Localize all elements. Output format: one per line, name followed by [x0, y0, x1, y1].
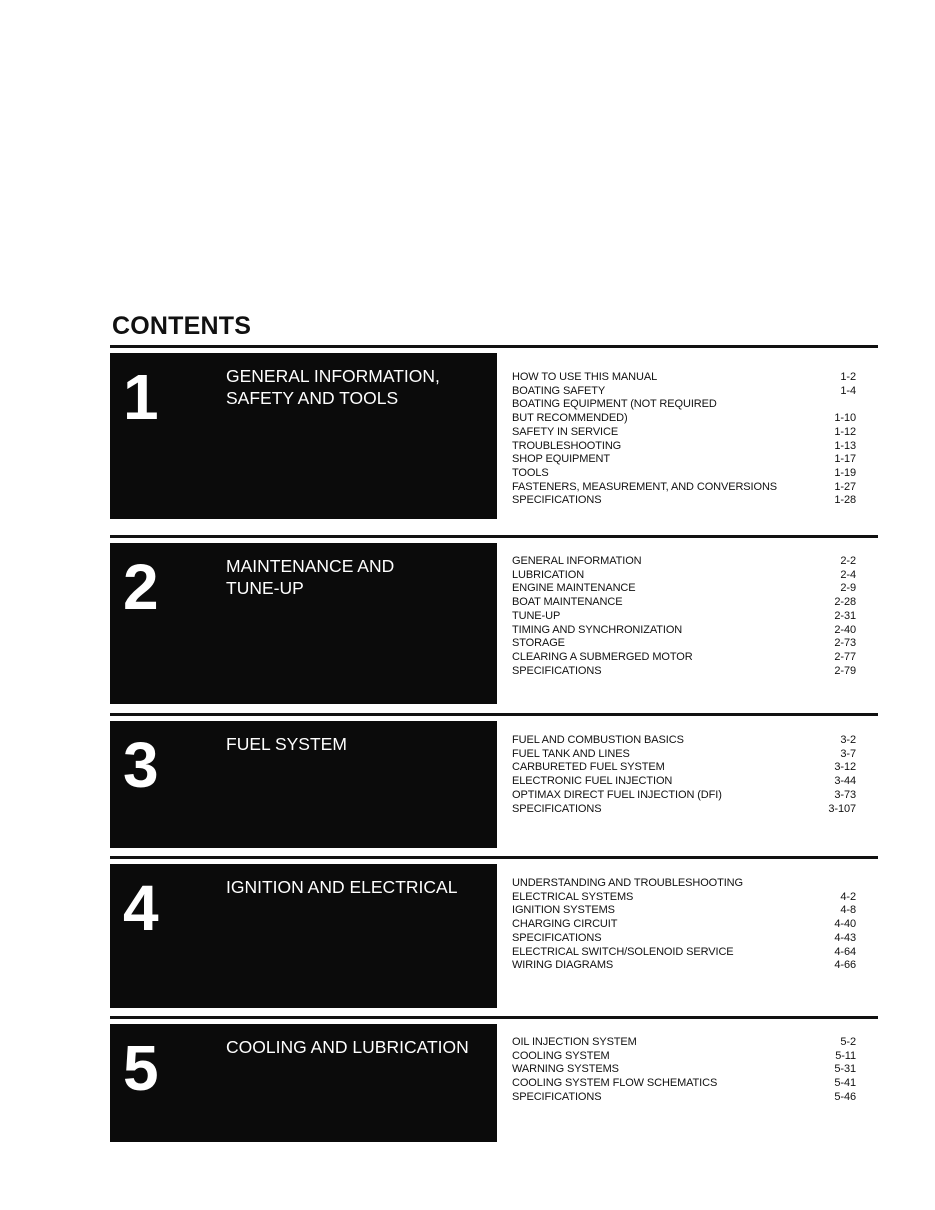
section-entry-list: [512, 371, 856, 508]
toc-entry-label: IGNITION SYSTEMS: [512, 904, 615, 917]
section-entry-list: [512, 877, 856, 973]
toc-entry[interactable]: [512, 1050, 856, 1064]
section-title-line: SAFETY AND TOOLS: [226, 388, 399, 408]
toc-entry-label: FUEL AND COMBUSTION BASICS: [512, 734, 684, 746]
toc-entry-page: 4-40: [834, 918, 856, 931]
toc-entry-label: OIL INJECTION SYSTEM: [512, 1036, 637, 1048]
section-number: 5: [123, 1032, 159, 1104]
toc-entry-page: 2-79: [834, 664, 856, 677]
toc-entry-label: OPTIMAX DIRECT FUEL INJECTION (DFI): [512, 788, 722, 801]
toc-entry-page: 1-17: [834, 453, 856, 466]
section-title-line: FUEL SYSTEM: [226, 734, 347, 754]
toc-entry-page: 1-28: [834, 494, 856, 507]
toc-entry-page: 2-40: [834, 623, 856, 636]
toc-entry[interactable]: [512, 494, 856, 508]
toc-entry-page: 2-4: [840, 568, 856, 581]
toc-entry-label: SPECIFICATIONS: [512, 931, 602, 944]
toc-entry[interactable]: [512, 761, 856, 775]
toc-entry-label: TOOLS: [512, 466, 549, 479]
toc-entry[interactable]: [512, 789, 856, 803]
toc-entry-label: SPECIFICATIONS: [512, 802, 602, 815]
toc-entry-label: CHARGING CIRCUIT: [512, 918, 618, 931]
toc-entry[interactable]: [512, 426, 856, 440]
toc-entry-page: 3-2: [840, 734, 856, 746]
toc-entry-page: 3-73: [834, 788, 856, 801]
toc-entry-page: 3-12: [834, 761, 856, 774]
toc-entry[interactable]: [512, 1063, 856, 1077]
toc-entry-page: 3-44: [834, 775, 856, 788]
section-divider: [110, 535, 878, 538]
section-block: [110, 864, 497, 1008]
toc-entry-page: 5-46: [834, 1090, 856, 1103]
toc-entry-page: 4-64: [834, 945, 856, 958]
toc-entry-label: ELECTRONIC FUEL INJECTION: [512, 775, 673, 788]
toc-entry-page: 4-2: [840, 890, 856, 903]
toc-entry-page: 5-11: [835, 1049, 856, 1062]
toc-entry-page: 4-43: [834, 931, 856, 944]
toc-entry-label: SPECIFICATIONS: [512, 664, 602, 677]
section-title: [226, 733, 491, 755]
section-entry-list: [512, 555, 856, 678]
toc-entry-label: FUEL TANK AND LINES: [512, 747, 630, 760]
toc-entry-label: COOLING SYSTEM FLOW SCHEMATICS: [512, 1077, 718, 1090]
toc-entry[interactable]: [512, 385, 856, 399]
toc-entry-page: 1-13: [834, 439, 856, 452]
toc-entry[interactable]: [512, 481, 856, 495]
toc-entry[interactable]: [512, 665, 856, 679]
section-title-line: TUNE-UP: [226, 578, 304, 598]
section-title: [226, 555, 491, 599]
toc-entry-label: WIRING DIAGRAMS: [512, 959, 614, 972]
toc-entry-label: [512, 877, 834, 904]
toc-entry-label: LUBRICATION: [512, 568, 585, 581]
toc-entry-label: TROUBLESHOOTING: [512, 439, 622, 452]
toc-entry-label: SHOP EQUIPMENT: [512, 453, 611, 466]
toc-entry-page: 1-27: [834, 480, 856, 493]
toc-entry-page: 2-9: [840, 582, 856, 595]
toc-entry-label: CLEARING A SUBMERGED MOTOR: [512, 650, 693, 663]
toc-entry-label: TUNE-UP: [512, 609, 561, 622]
toc-entry[interactable]: [512, 453, 856, 467]
toc-entry-page: 4-8: [840, 904, 856, 917]
toc-entry-label-line: BUT RECOMMENDED): [512, 412, 628, 425]
section-divider: [110, 856, 878, 859]
toc-entry[interactable]: [512, 440, 856, 454]
toc-entry-label-line: BOATING EQUIPMENT (NOT REQUIRED: [512, 398, 717, 411]
section-divider: [110, 713, 878, 716]
toc-entry[interactable]: [512, 959, 856, 973]
toc-entry-page: 2-77: [834, 650, 856, 663]
toc-entry[interactable]: [512, 467, 856, 481]
section-divider: [110, 1016, 878, 1019]
toc-entry-page: 1-2: [840, 371, 856, 383]
toc-entry[interactable]: [512, 371, 856, 385]
toc-entry[interactable]: [512, 596, 856, 610]
section-block: [110, 721, 497, 848]
section-block: [110, 353, 497, 519]
section-number: 3: [123, 729, 159, 801]
toc-entry-label: CARBURETED FUEL SYSTEM: [512, 761, 665, 774]
toc-entry[interactable]: [512, 932, 856, 946]
toc-entry[interactable]: [512, 582, 856, 596]
toc-entry[interactable]: [512, 748, 856, 762]
page-title: CONTENTS: [112, 312, 252, 340]
toc-entry-label: ELECTRICAL SWITCH/SOLENOID SERVICE: [512, 945, 734, 958]
toc-entry[interactable]: [512, 918, 856, 932]
toc-entry[interactable]: [512, 904, 856, 918]
toc-entry-label: GENERAL INFORMATION: [512, 555, 642, 567]
toc-entry[interactable]: [512, 946, 856, 960]
toc-entry[interactable]: [512, 637, 856, 651]
toc-entry-label: STORAGE: [512, 637, 565, 650]
section-title-line: IGNITION AND ELECTRICAL: [226, 877, 458, 897]
section-number: 4: [123, 872, 159, 944]
toc-entry-page: 5-2: [840, 1036, 856, 1048]
section-title: [226, 1036, 491, 1058]
section-title-line: MAINTENANCE AND: [226, 556, 395, 576]
toc-entry-label: ENGINE MAINTENANCE: [512, 582, 636, 595]
toc-entry-page: 4-66: [834, 959, 856, 972]
toc-entry-label: SAFETY IN SERVICE: [512, 425, 619, 438]
toc-entry[interactable]: [512, 877, 856, 904]
toc-entry[interactable]: [512, 398, 856, 425]
toc-entry-label: SPECIFICATIONS: [512, 494, 602, 507]
toc-entry-page: 1-10: [834, 412, 856, 425]
toc-entry-page: 2-73: [834, 637, 856, 650]
section-block: [110, 1024, 497, 1142]
toc-entry[interactable]: [512, 651, 856, 665]
toc-entry-label-line: UNDERSTANDING AND TROUBLESHOOTING: [512, 877, 743, 889]
section-title-line: COOLING AND LUBRICATION: [226, 1037, 469, 1057]
toc-entry-label: BOAT MAINTENANCE: [512, 596, 623, 609]
section-entry-list: [512, 1036, 856, 1105]
toc-entry-label-line: ELECTRICAL SYSTEMS: [512, 890, 634, 903]
toc-entry[interactable]: [512, 610, 856, 624]
toc-entry-page: 1-19: [834, 466, 856, 479]
toc-entry[interactable]: [512, 569, 856, 583]
toc-entry[interactable]: [512, 775, 856, 789]
section-title: [226, 876, 491, 898]
toc-entry-page: 5-41: [834, 1077, 856, 1090]
toc-entry-label: [512, 398, 828, 425]
toc-entry-label: COOLING SYSTEM: [512, 1049, 610, 1062]
toc-entry[interactable]: [512, 734, 856, 748]
toc-entry-page: 2-31: [834, 609, 856, 622]
toc-entry-page: 5-31: [834, 1063, 856, 1076]
toc-entry-label: SPECIFICATIONS: [512, 1090, 602, 1103]
section-entry-list: [512, 734, 856, 816]
toc-entry-page: 3-107: [828, 802, 856, 815]
section-divider: [110, 345, 878, 348]
toc-entry-page: 2-28: [834, 596, 856, 609]
toc-entry-label: FASTENERS, MEASUREMENT, AND CONVERSIONS: [512, 480, 778, 493]
toc-entry[interactable]: [512, 1077, 856, 1091]
toc-entry-label: BOATING SAFETY: [512, 384, 606, 397]
toc-entry-page: 1-12: [834, 425, 856, 438]
section-title-line: GENERAL INFORMATION,: [226, 366, 440, 386]
section-number: 1: [123, 361, 159, 433]
toc-entry-page: 3-7: [840, 747, 856, 760]
toc-entry-page: 2-2: [840, 555, 856, 567]
toc-entry[interactable]: [512, 1036, 856, 1050]
toc-entry-page: 1-4: [840, 384, 856, 397]
toc-entry-label: HOW TO USE THIS MANUAL: [512, 371, 658, 383]
section-title: [226, 365, 491, 409]
toc-entry[interactable]: [512, 1091, 856, 1105]
toc-entry-label: WARNING SYSTEMS: [512, 1063, 619, 1076]
toc-entry[interactable]: [512, 555, 856, 569]
section-block: [110, 543, 497, 704]
toc-entry-label: TIMING AND SYNCHRONIZATION: [512, 623, 683, 636]
toc-entry[interactable]: [512, 624, 856, 638]
section-number: 2: [123, 551, 159, 623]
toc-entry[interactable]: [512, 803, 856, 817]
